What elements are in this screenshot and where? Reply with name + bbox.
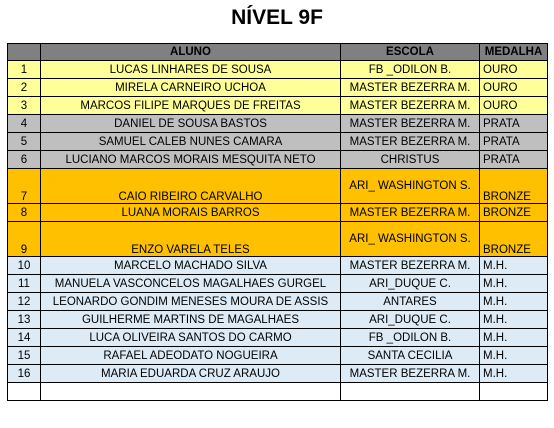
row-number: 6 — [8, 151, 41, 169]
student-name: MANUELA VASCONCELOS MAGALHAES GURGEL — [41, 275, 341, 293]
table-row — [8, 204, 548, 222]
results-table — [7, 43, 548, 401]
medal: M.H. — [480, 329, 548, 347]
student-name: SAMUEL CALEB NUNES CAMARA — [41, 133, 341, 151]
school-name: MASTER BEZERRA M. — [341, 97, 480, 115]
medal: M.H. — [480, 275, 548, 293]
medal: M.H. — [480, 311, 548, 329]
row-number: 13 — [8, 311, 41, 329]
row-number: 3 — [8, 97, 41, 115]
row-number: 5 — [8, 133, 41, 151]
row-number: 15 — [8, 347, 41, 365]
empty-cell — [41, 383, 341, 401]
school-name: ARI_ WASHINGTON S. — [341, 169, 480, 204]
table-row — [8, 293, 548, 311]
student-name: MARCOS FILIPE MARQUES DE FREITAS — [41, 97, 341, 115]
school-name: ANTARES — [341, 293, 480, 311]
medal: OURO — [480, 79, 548, 97]
medal: BRONZE — [480, 222, 548, 257]
row-number: 2 — [8, 79, 41, 97]
table-row — [8, 257, 548, 275]
medal: BRONZE — [480, 169, 548, 204]
student-name: GUILHERME MARTINS DE MAGALHAES — [41, 311, 341, 329]
table-row — [8, 79, 548, 97]
school-name: ARI_DUQUE C. — [341, 275, 480, 293]
school-name: ARI_ WASHINGTON S. — [341, 222, 480, 257]
student-name: MARCELO MACHADO SILVA — [41, 257, 341, 275]
row-number: 1 — [8, 61, 41, 79]
school-name: MASTER BEZERRA M. — [341, 365, 480, 383]
table-row — [8, 97, 548, 115]
row-number: 8 — [8, 204, 41, 222]
school-name: MASTER BEZERRA M. — [341, 79, 480, 97]
row-number: 10 — [8, 257, 41, 275]
table-row — [8, 365, 548, 383]
table-row — [8, 222, 548, 257]
table-row — [8, 115, 548, 133]
row-number: 9 — [8, 222, 41, 257]
student-name: MARIA EDUARDA CRUZ ARAUJO — [41, 365, 341, 383]
row-number: 16 — [8, 365, 41, 383]
empty-cell — [341, 383, 480, 401]
header-escola: ESCOLA — [341, 44, 480, 61]
student-name: CAIO RIBEIRO CARVALHO — [41, 169, 341, 204]
school-name: MASTER BEZERRA M. — [341, 133, 480, 151]
school-name: SANTA CECILIA — [341, 347, 480, 365]
table-row — [8, 311, 548, 329]
medal: PRATA — [480, 133, 548, 151]
table-row — [8, 275, 548, 293]
empty-cell — [8, 383, 41, 401]
table-row — [8, 151, 548, 169]
school-name: MASTER BEZERRA M. — [341, 204, 480, 222]
table-row — [8, 169, 548, 204]
row-number: 14 — [8, 329, 41, 347]
school-name: MASTER BEZERRA M. — [341, 257, 480, 275]
header-row — [8, 44, 548, 61]
student-name: LUANA MORAIS BARROS — [41, 204, 341, 222]
school-name: CHRISTUS — [341, 151, 480, 169]
medal: PRATA — [480, 151, 548, 169]
row-number: 12 — [8, 293, 41, 311]
header-number — [8, 44, 41, 61]
row-number: 7 — [8, 169, 41, 204]
medal: BRONZE — [480, 204, 548, 222]
medal: M.H. — [480, 347, 548, 365]
page-title: NÍVEL 9F — [231, 6, 323, 29]
student-name: LEONARDO GONDIM MENESES MOURA DE ASSIS — [41, 293, 341, 311]
student-name: RAFAEL ADEODATO NOGUEIRA — [41, 347, 341, 365]
row-number: 4 — [8, 115, 41, 133]
student-name: LUCA OLIVEIRA SANTOS DO CARMO — [41, 329, 341, 347]
table-row — [8, 329, 548, 347]
school-name: MASTER BEZERRA M. — [341, 115, 480, 133]
student-name: LUCAS LINHARES DE SOUSA — [41, 61, 341, 79]
student-name: ENZO VARELA TELES — [41, 222, 341, 257]
empty-row — [8, 383, 548, 401]
medal: OURO — [480, 97, 548, 115]
empty-cell — [480, 383, 548, 401]
medal: M.H. — [480, 257, 548, 275]
header-aluno: ALUNO — [41, 44, 341, 61]
row-number: 11 — [8, 275, 41, 293]
table-row — [8, 61, 548, 79]
student-name: LUCIANO MARCOS MORAIS MESQUITA NETO — [41, 151, 341, 169]
school-name: ARI_DUQUE C. — [341, 311, 480, 329]
medal: M.H. — [480, 365, 548, 383]
school-name: FB _ODILON B. — [341, 329, 480, 347]
table-row — [8, 347, 548, 365]
medal: M.H. — [480, 293, 548, 311]
medal: OURO — [480, 61, 548, 79]
student-name: MIRELA CARNEIRO UCHOA — [41, 79, 341, 97]
table-row — [8, 133, 548, 151]
student-name: DANIEL DE SOUSA BASTOS — [41, 115, 341, 133]
school-name: FB _ODILON B. — [341, 61, 480, 79]
header-medalha: MEDALHA — [480, 44, 548, 61]
medal: PRATA — [480, 115, 548, 133]
